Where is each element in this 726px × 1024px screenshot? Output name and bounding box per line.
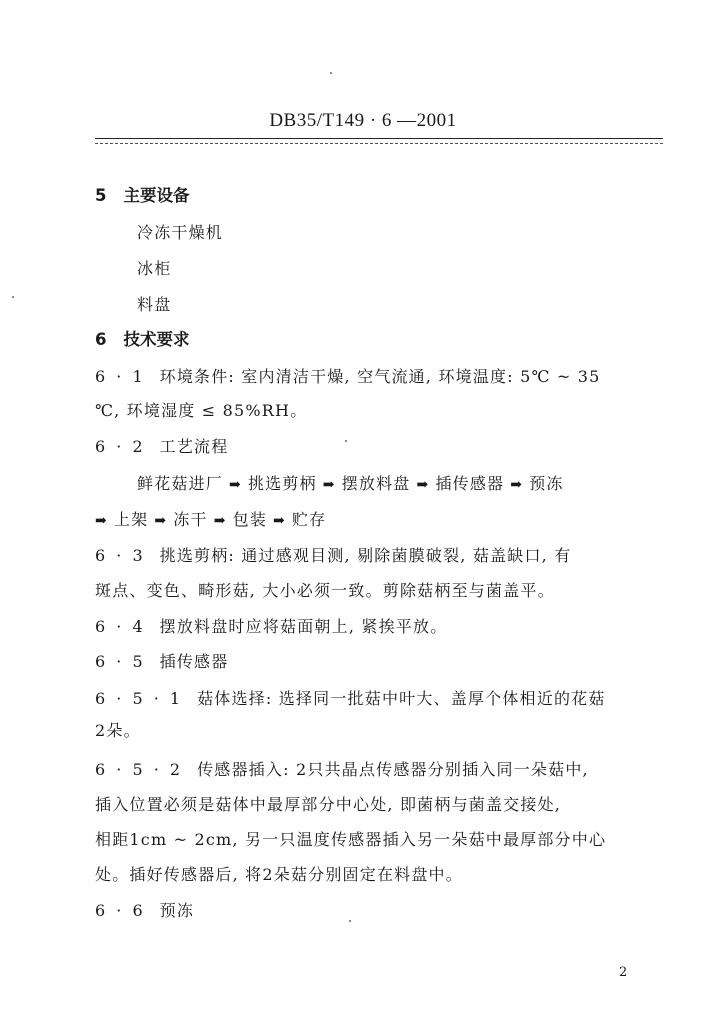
arrow-right-icon: ➡ xyxy=(95,513,108,529)
section-6-5-2-line-1: 6 · 5 · 2 传感器插入: 2只共晶点传感器分别插入同一朵菇中, xyxy=(95,760,589,779)
arrow-right-icon: ➡ xyxy=(229,477,242,493)
section-6-heading: 6 技术要求 xyxy=(95,330,190,349)
section-6-3-line-1: 6 · 3 挑选剪柄: 通过感观目测, 剔除菌膜破裂, 菇盖缺口, 有 xyxy=(95,546,572,565)
section-6-3-line-2: 斑点、变色、畸形菇, 大小必须一致。剪除菇柄至与菌盖平。 xyxy=(95,581,555,600)
standard-code-header: DB35/T149 · 6 —2001 xyxy=(269,110,457,131)
section-6-1-line-1: 6 · 1 环境条件: 室内清洁干燥, 空气流通, 环境温度: 5℃ ~ 35 xyxy=(95,367,601,386)
equipment-item: 料盘 xyxy=(137,295,172,314)
process-flow-line-2: ➡ 上架 ➡ 冻干 ➡ 包装 ➡ 贮存 xyxy=(95,510,327,529)
section-6-5-heading: 6 · 5 插传感器 xyxy=(95,652,229,671)
section-6-5-1-line-1: 6 · 5 · 1 菇体选择: 选择同一批菇中叶大、盖厚个体相近的花菇 xyxy=(95,689,606,708)
section-6-4: 6 · 4 摆放料盘时应将菇面朝上, 紧挨平放。 xyxy=(95,617,448,636)
section-6-5-2-line-4: 处。插好传感器后, 将2朵菇分别固定在料盘中。 xyxy=(95,865,463,884)
section-6-2-heading: 6 · 2 工艺流程 xyxy=(95,437,229,456)
arrow-right-icon: ➡ xyxy=(213,513,227,529)
arrow-right-icon: ➡ xyxy=(154,513,168,529)
scan-speck xyxy=(349,920,351,922)
header-rule xyxy=(95,138,663,139)
process-flow-line-1: 鲜花菇进厂 ➡ 挑选剪柄 ➡ 摆放料盘 ➡ 插传感器 ➡ 预冻 xyxy=(137,474,564,493)
page-number: 2 xyxy=(619,965,628,980)
equipment-item: 冷冻干燥机 xyxy=(137,223,224,242)
section-6-1-line-2: ℃, 环境湿度 ≤ 85%RH。 xyxy=(95,401,308,420)
arrow-right-icon: ➡ xyxy=(322,477,336,493)
section-6-5-1-line-2: 2朵。 xyxy=(95,721,141,740)
scan-speck xyxy=(330,72,332,74)
arrow-right-icon: ➡ xyxy=(416,477,430,493)
equipment-item: 冰柜 xyxy=(137,259,172,278)
section-6-5-2-line-2: 插入位置必须是菇体中最厚部分中心处, 即菌柄与菌盖交接处, xyxy=(95,795,562,814)
scan-speck xyxy=(12,296,14,298)
section-5-heading: 5 主要设备 xyxy=(95,186,190,205)
arrow-right-icon: ➡ xyxy=(273,513,286,529)
section-6-6-heading: 6 · 6 预冻 xyxy=(95,901,195,920)
arrow-right-icon: ➡ xyxy=(510,477,524,493)
header-rule-dashed xyxy=(95,143,663,144)
section-6-5-2-line-3: 相距1cm ~ 2cm, 另一只温度传感器插入另一朵菇中最厚部分中心 xyxy=(95,830,607,849)
scan-speck xyxy=(345,440,347,442)
